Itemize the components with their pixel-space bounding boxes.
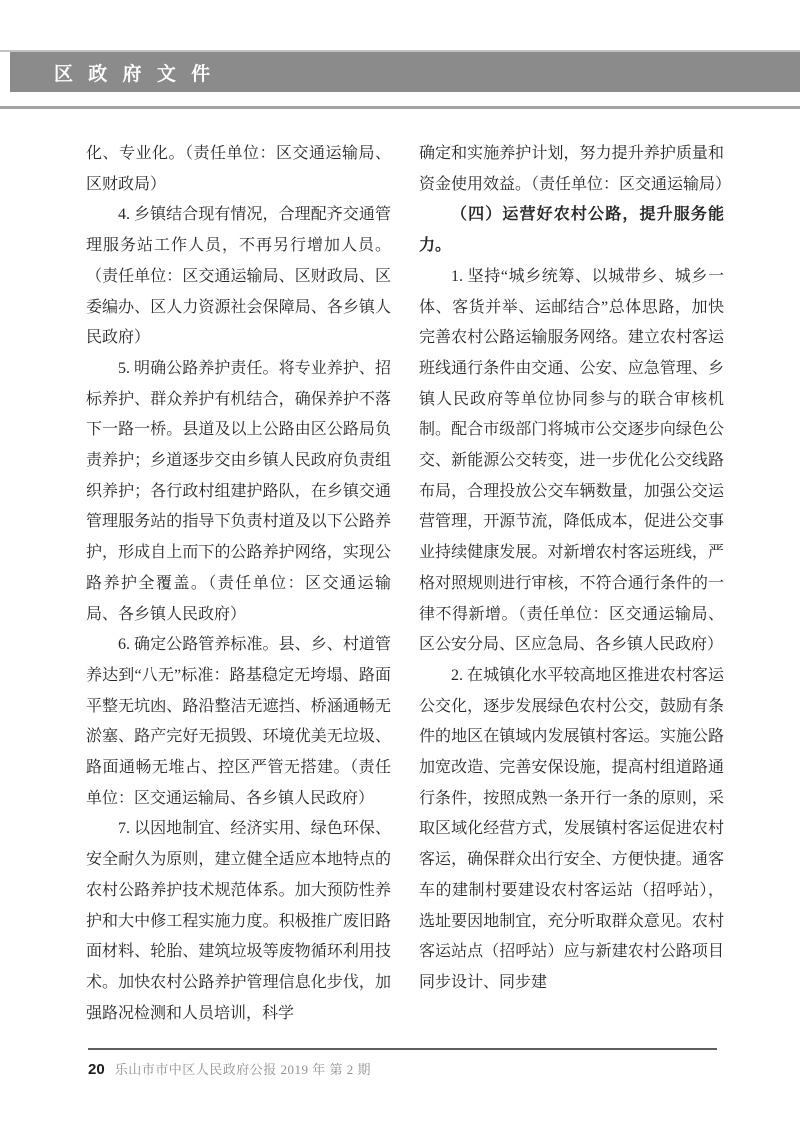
paragraph-continuation: 化、专业化。（责任单位：区交通运输局、区财政局） (86, 145, 391, 193)
page-number: 20 (88, 1061, 105, 1078)
section-title: 区 政 府 文 件 (54, 63, 214, 85)
journal-title: 乐山市市中区人民政府公报 2019 年 第 2 期 (114, 1062, 371, 1077)
paragraph-item-2: 2. 在城镇化水平较高地区推进农村客运公交化，逐步发展绿色农村公交，鼓励有条件的地区在镇域内发展镇村客运。实施公路加宽改造、完善安保设施，提高村组道路通行条件，按照成熟一条开行一条的原则，采取区域化经营方式，发展镇村客运促进农村客运，确保群众出行安全、方便快捷。通客车的建制村要建设农村客运站（招呼站），选址要因地制宜，充分听取群众意见。农村客运站点（招呼站）应与新建农村公路项目同步设计、同步建 (419, 666, 724, 991)
paragraph-item-7: 7. 以因地制宜、经济实用、绿色环保、安全耐久为原则，建立健全适应本地特点的农村公路养护技术规范体系。加大预防性养护和大中修工程实施力度。积极推广废旧路面材料、轮胎、建筑垃圾等废物循环利用技术。加快农村公路养护管理信息化步伐，加强路况检测和人员培训，科学 (86, 820, 391, 1022)
banner-bottom-rule (0, 106, 800, 109)
paragraph-item-1: 1. 坚持“城乡统筹、以城带乡、城乡一体、客货并举、运邮结合”总体思路，加快完善农村公路运输服务网络。建立农村客运班线通行条件由交通、公安、应急管理、乡镇人民政府等单位协同参与的联合审核机制。配合市级部门将城市公交逐步向绿色公交、新能源公交转变，进一步优化公交线路布局，合理投放公交车辆数量，加强公交运营管理，开源节流，降低成本，促进公交事业持续健康发展。对新增农村客运班线，严格对照规则进行审核，不符合通行条件的一律不得新增。（责任单位：区交通运输局、区公安分局、区应急局、各乡镇人民政府） (419, 267, 724, 654)
paragraph-item-5: 5. 明确公路养护责任。将专业养护、招标养护、群众养护有机结合，确保养护不落下一路一桥。县道及以上公路由区公路局负责养护；乡道逐步交由乡镇人民政府负责组织养护；各行政村组建护路队，在乡镇交通管理服务站的指导下负责村道及以下公路养护，形成自上而下的公路养护网络，实现公路养护全覆盖。（责任单位：区交通运输局、各乡镇人民政府） (86, 359, 391, 623)
subsection-heading: （四）运营好农村公路，提升服务能力。 (419, 206, 724, 255)
footer-rule (88, 1048, 717, 1050)
page-body (86, 139, 732, 1029)
paragraph-continuation: 确定和实施养护计划，努力提升养护质量和资金使用效益。（责任单位：区交通运输局） (419, 145, 732, 193)
paragraph-item-6: 6. 确定公路管养标准。县、乡、村道管养达到“八无”标准：路基稳定无垮塌、路面平整无坑凼、路沿整洁无遮挡、桥涵通畅无淤塞、路产完好无损毁、环境优美无垃圾、路面通畅无堆占、控区严管无搭建。（责任单位：区交通运输局、各乡镇人民政府） (86, 636, 391, 807)
section-banner (10, 52, 800, 92)
paragraph-item-4: 4. 乡镇结合现有情况，合理配齐交通管理服务站工作人员，不再另行增加人员。（责任单位：区交通运输局、区财政局、区委编办、区人力资源社会保障局、各乡镇人民政府） (86, 206, 391, 347)
right-column (419, 139, 732, 1029)
left-column (86, 139, 391, 1029)
page-footer (88, 1059, 371, 1078)
